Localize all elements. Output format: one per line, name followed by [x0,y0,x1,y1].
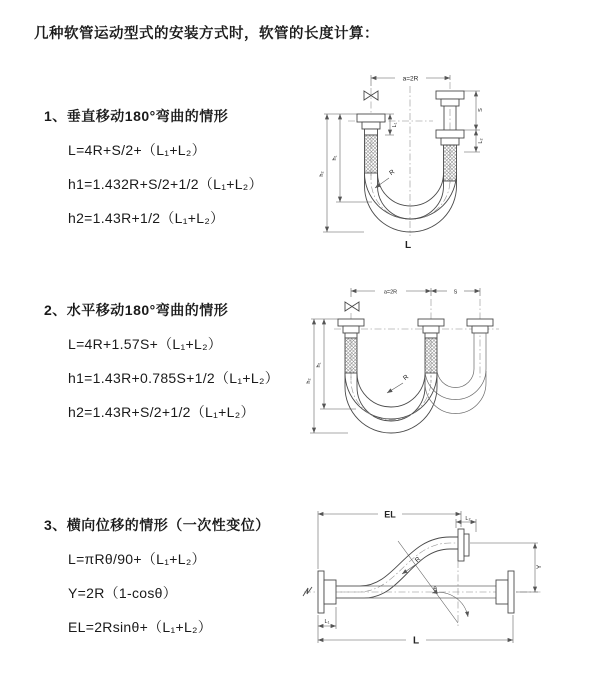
valve-icon [345,302,359,311]
formula-h1: h1=1.432R+S/2+1/2（L₁+L₂） [68,176,263,192]
dim-label-h2: h₂ [319,171,325,177]
dim-label-el: EL [384,509,396,520]
section-lateral-displacement [44,515,270,637]
formula-y: Y=2R（1-cosθ） [68,585,178,601]
dim-label-h1: h₁ [332,155,338,161]
dim-label-angle: θ [433,586,437,593]
left-leg-flange [338,319,364,373]
dim-label-length: L [412,635,420,647]
dim-label-span: a=2R [402,75,419,83]
dim-label-radius: R [413,555,423,565]
centerlines [348,82,450,236]
section-3-heading: 3、横向位移的情形（一次性变位） [44,517,270,533]
section-1-heading: 1、垂直移动180°弯曲的情形 [44,108,229,124]
dim-label-h2: h₂ [306,378,312,384]
dim-label-h1: h₁ [316,362,322,368]
left-flange [318,571,336,613]
left-leg-flange [357,114,385,173]
break-mark [303,587,312,596]
hose-s-curve [336,537,458,598]
dim-label-radius: R [402,373,411,383]
dim-label-l2: L₂ [478,138,484,144]
section-2-heading: 2、水平移动180°弯曲的情形 [44,302,229,318]
formula-h2: h2=1.43R+1/2（L₁+L₂） [68,210,225,226]
diagram-horizontal-bend [294,281,534,453]
section-vertical-movement [44,106,263,228]
dim-label-s: S [453,289,458,296]
formula-el: EL=2Rsinθ+（L₁+L₂） [68,619,213,635]
dim-label-length: L [404,240,412,251]
formula-h1: h1=1.43R+0.785S+1/2（L₁+L₂） [68,370,279,386]
formula-length: L=4R+1.57S+（L₁+L₂） [68,336,223,352]
upper-flange [458,529,469,561]
middle-leg-flange [418,319,444,373]
dim-label-y: Y [536,564,543,570]
dim-label-l2: L₂ [465,516,471,522]
dim-label-span: a=2R [383,289,398,296]
page-title: 几种软管运动型式的安装方式时，软管的长度计算： [34,26,379,42]
right-leg-flange [436,91,464,181]
hose-u-bend [365,173,457,232]
section-horizontal-movement [44,300,279,422]
dim-label-s: S [478,108,484,112]
diagram-vertical-bend [298,64,523,260]
dim-label-l1: L₁ [324,619,330,625]
dim-label-radius: R [388,168,397,177]
angle-construction [398,541,468,628]
formula-length: L=πRθ/90+（L₁+L₂） [68,551,206,567]
formula-h2: h2=1.43R+S/2+1/2（L₁+L₂） [68,404,255,420]
dim-label-l1: L₁ [392,122,398,128]
hose-u-bends [345,369,486,433]
dimension-lines [306,288,480,433]
diagram-lateral-displacement [298,501,553,653]
formula-length: L=4R+S/2+（L₁+L₂） [68,142,206,158]
